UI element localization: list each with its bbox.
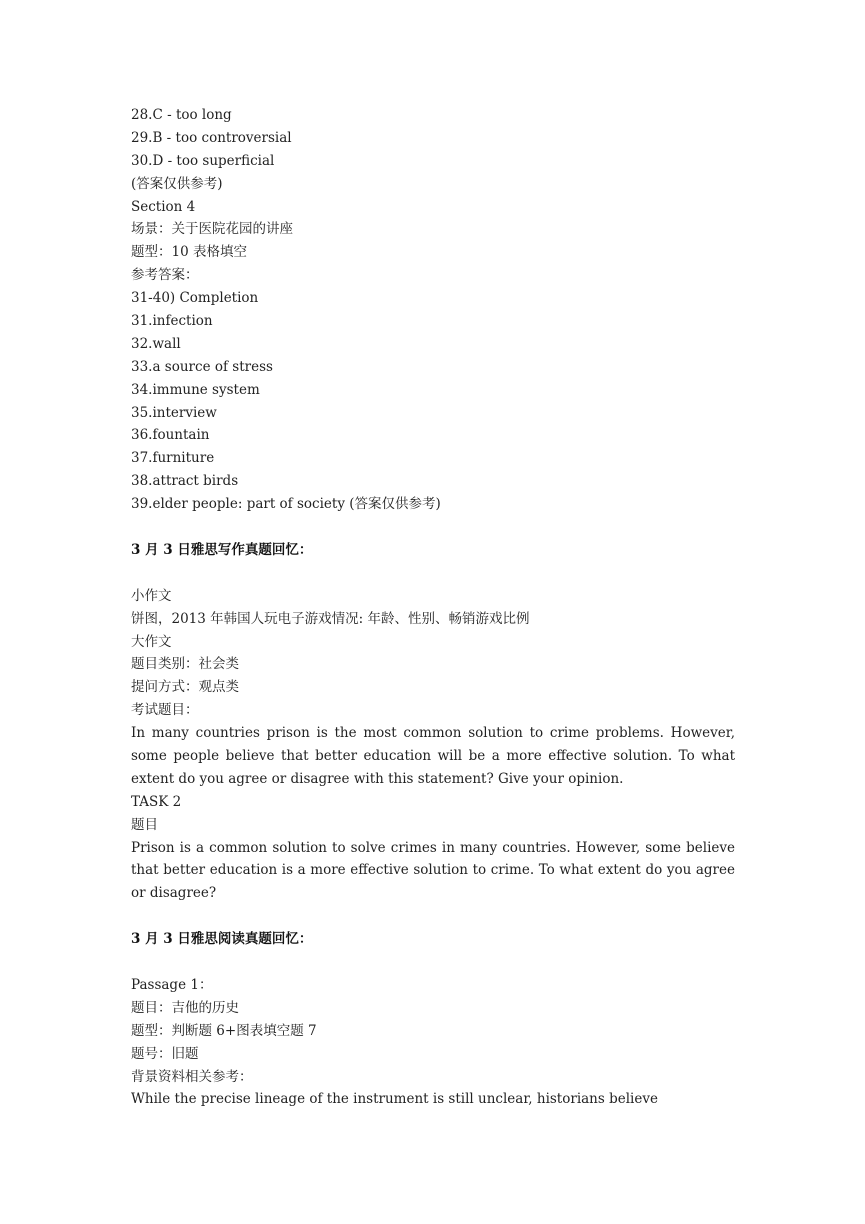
reading-topic: 题目：吉他的历史 xyxy=(131,999,239,1016)
document-page xyxy=(131,104,735,1111)
topic-label: 题目 xyxy=(131,816,158,833)
exam-label: 考试题目： xyxy=(131,702,199,719)
exam-text: In many countries prison is the most common solution to crime problems. However, some people believe that better education will be a more effective solution. To what extent do you agree or disagree with this statement? Give your opinion. xyxy=(131,725,735,787)
answer-39: 39.elder people: part of society (答案仅供参考) xyxy=(131,496,441,513)
section3-note: (答案仅供参考) xyxy=(131,175,223,192)
answer-30: 30.D - too superficial xyxy=(131,152,275,169)
writing-question-type: 提问方式：观点类 xyxy=(131,679,239,696)
reading-type: 题型：判断题 6+图表填空题 7 xyxy=(131,1022,317,1039)
reading-number: 题号：旧题 xyxy=(131,1045,199,1062)
section4-type: 题型：10 表格填空 xyxy=(131,244,247,261)
answer-28: 28.C - too long xyxy=(131,107,232,123)
answer-37: 37.furniture xyxy=(131,450,215,467)
topic-text: Prison is a common solution to solve crimes in many countries. However, some believe that better education is a more effective solution to crime. To what extent do you agree or disagree? xyxy=(131,839,735,902)
section4-answers-label: 参考答案： xyxy=(131,267,199,284)
background-label: 背景资料相关参考： xyxy=(131,1068,253,1085)
passage-label: Passage 1： xyxy=(131,976,213,993)
reading-heading: 3 月 3 日雅思阅读真题回忆： xyxy=(131,931,313,948)
answer-38: 38.attract birds xyxy=(131,473,239,490)
answer-34: 34.immune system xyxy=(131,381,260,398)
writing-heading: 3 月 3 日雅思写作真题回忆： xyxy=(131,541,313,558)
writing-category: 题目类别：社会类 xyxy=(131,656,239,673)
section4-range: 31-40) Completion xyxy=(131,290,259,307)
answer-36: 36.fountain xyxy=(131,427,210,444)
task2-title: TASK 2 xyxy=(131,793,182,810)
answer-33: 33.a source of stress xyxy=(131,358,273,375)
background-text: While the precise lineage of the instrument is still unclear, historians believe xyxy=(131,1091,658,1108)
spacer xyxy=(131,951,735,974)
task1-label: 小作文 xyxy=(131,587,172,604)
spacer xyxy=(131,562,735,585)
answer-31: 31.infection xyxy=(131,313,213,330)
task2-label: 大作文 xyxy=(131,633,172,650)
answer-35: 35.interview xyxy=(131,404,217,421)
answer-32: 32.wall xyxy=(131,335,181,352)
task1-description: 饼图，2013 年韩国人玩电子游戏情况: 年龄、性别、畅销游戏比例 xyxy=(131,610,530,627)
section4-scene: 场景：关于医院花园的讲座 xyxy=(131,221,293,238)
spacer xyxy=(131,516,735,539)
spacer xyxy=(131,905,735,928)
answer-29: 29.B - too controversial xyxy=(131,129,292,146)
section4-title: Section 4 xyxy=(131,198,196,215)
